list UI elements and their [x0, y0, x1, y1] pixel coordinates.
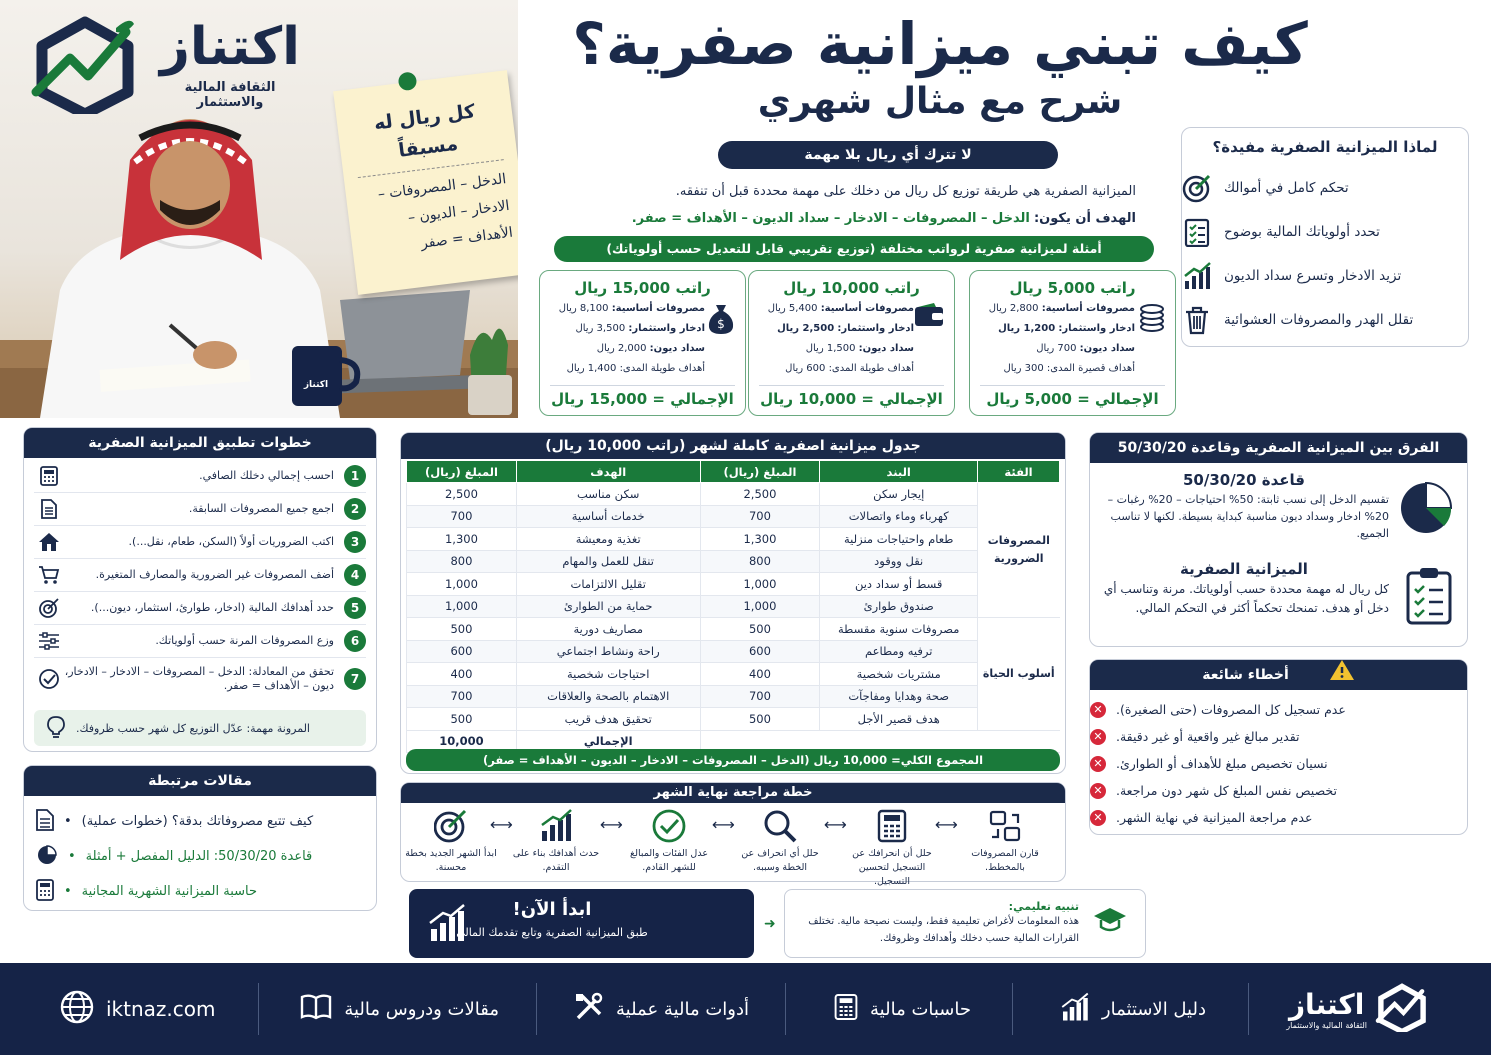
compare-title: الفرق بين الميزانية الصفرية وقاعدة 50/30/20	[1090, 433, 1467, 463]
svg-text:$: $	[717, 317, 725, 331]
footer-link[interactable]: حاسبات مالية	[834, 963, 971, 1055]
page-title: كيف تبني ميزانية صفرية؟	[572, 10, 1308, 78]
zero-title: الميزانية الصفرية	[1180, 560, 1308, 578]
growth-chart-icon	[1060, 992, 1090, 1027]
table-row	[407, 663, 1060, 686]
review-title: خطة مراجعة نهاية الشهر	[401, 783, 1065, 803]
notice-text: هذه المعلومات لأغراض تعليمية فقط، وليست نصيحة مالية. تختلف القرارات المالية حسب دخلك وأهدافك وظروفك.	[808, 916, 1079, 944]
table-cell: خدمات أساسية	[516, 505, 700, 528]
table-cell: 700	[407, 505, 517, 528]
related-title: مقالات مرتبطة	[24, 766, 376, 796]
document-icon	[36, 809, 54, 835]
related-card	[23, 765, 377, 911]
table-cell: 400	[700, 663, 820, 686]
table-cell: 500	[700, 618, 820, 641]
table-category: أسلوب الحياة	[978, 618, 1060, 731]
arrow-icon: ⟷	[935, 815, 958, 834]
table-cell: طعام واحتياجات منزلية	[820, 528, 978, 551]
review-step: ابدأ الشهر الجديد بخطة محسنة.	[401, 805, 501, 875]
salary-row: مصروفات أساسية: 8,100 ريال	[558, 303, 705, 314]
table-cell: 1,300	[407, 528, 517, 551]
table-footer-total: المجموع الكلي= 10,000 ريال (الدخل – المصروفات – الادخار – الديون – الأهداف = صفر)	[406, 749, 1060, 771]
footer-site-link[interactable]: iktnaz.com	[60, 963, 215, 1055]
table-cell: 800	[407, 550, 517, 573]
table-cell: تنقل للعمل والمهام	[516, 550, 700, 573]
intro-text: الميزانية الصفرية هي طريقة توزيع كل ريال من دخلك على مهمة محددة قبل أن تنفقه.	[675, 184, 1136, 199]
book-icon	[300, 994, 332, 1025]
brand-name: اكتناز	[160, 17, 300, 77]
table-cell: إيجار سكن	[820, 483, 978, 506]
footer-brand-name: اكتناز	[1288, 988, 1365, 1021]
table-cell: كهرباء وماء واتصالات	[820, 505, 978, 528]
brand-logo-mark	[1375, 982, 1429, 1037]
table-cell: هدف قصير الأجل	[820, 708, 978, 731]
salary-row: مصروفات أساسية: 2,800 ريال	[988, 303, 1135, 314]
footer-link[interactable]: دليل الاستثمار	[1060, 963, 1206, 1055]
table-cell: 2,500	[407, 483, 517, 506]
table-cell: 700	[700, 505, 820, 528]
table-cell: تقليل الالتزامات	[516, 573, 700, 596]
table-total-label: الإجمالي	[516, 730, 700, 753]
steps-title: خطوات تطبيق الميزانية الصفرية	[24, 428, 376, 458]
arrow-icon: ⟷	[824, 815, 847, 834]
table-cell: 400	[407, 663, 517, 686]
table-cell: 500	[700, 708, 820, 731]
mistake-item: عدم تسجيل كل المصروفات (حتى الصغيرة). ✕	[1090, 696, 1467, 723]
lightbulb-icon	[46, 715, 66, 742]
calculator-icon	[834, 992, 858, 1027]
tools-icon	[574, 992, 604, 1027]
table-cell: 1,000	[407, 595, 517, 618]
target-icon	[1182, 173, 1212, 203]
document-icon	[34, 499, 64, 519]
salary-row: ادخار واستثمار: 1,200 ريال	[998, 323, 1135, 334]
table-cell: صندوق طوارئ	[820, 595, 978, 618]
calculator-icon	[36, 879, 54, 905]
notice-box	[784, 889, 1146, 958]
salary-row: ادخار واستثمار: 2,500 ريال	[777, 323, 914, 334]
salary-row: سداد ديون: 2,000 ريال	[596, 343, 705, 354]
mistakes-header	[1090, 660, 1467, 690]
table-cell: تحقيق هدف قريب	[516, 708, 700, 731]
footer	[0, 963, 1491, 1055]
salary-row: أهداف قصيرة المدى: 300 ريال	[1003, 363, 1135, 374]
table-category: المصروفات الضرورية	[978, 483, 1060, 618]
steps-card	[23, 427, 377, 752]
review-step: حلل أي انحراف عن الخطة وسببه.	[730, 805, 830, 875]
step-item: 5 حدد أهدافك المالية (ادخار، طوارئ، استثمار، ديون...).	[34, 592, 366, 625]
salary-title: راتب 5,000 ريال	[1009, 279, 1136, 297]
target-icon	[401, 805, 501, 847]
footer-link[interactable]: أدوات مالية عملية	[574, 963, 749, 1055]
salary-total: الإجمالي = 15,000 ريال	[550, 385, 735, 408]
table-cell: مشتريات شخصية	[820, 663, 978, 686]
footer-link[interactable]: مقالات ودروس مالية	[300, 963, 499, 1055]
salary-row: سداد ديون: 700 ريال	[1036, 343, 1135, 354]
table-cell: نقل ووقود	[820, 550, 978, 573]
salary-title: راتب 15,000 ريال	[574, 279, 711, 297]
check-circle-icon	[34, 668, 64, 690]
table-row	[407, 618, 1060, 641]
table-cell: مصروفات سنوية مقسطة	[820, 618, 978, 641]
table-cell: قسط أو سداد دين	[820, 573, 978, 596]
why-item: تقلل الهدر والمصروفات العشوائية	[1182, 298, 1468, 342]
arrow-icon: ⟷	[712, 815, 735, 834]
arrow-icon: ⟷	[490, 815, 513, 834]
why-item: تزيد الادخار وتسرع سداد الديون	[1182, 254, 1468, 298]
checklist-icon	[1182, 217, 1212, 247]
step-item: 6 وزع المصروفات المرنة حسب أولوياتك.	[34, 625, 366, 658]
mistake-item: تخصيص نفس المبلغ كل شهر دون مراجعة. ✕	[1090, 777, 1467, 804]
step-item: 3 اكتب الضروريات أولاً (السكن، طعام، نقل...).	[34, 526, 366, 559]
x-icon: ✕	[1090, 729, 1106, 745]
note-title: كل ريال له مسبقاً	[372, 100, 477, 162]
compare-icon	[955, 805, 1055, 847]
growth-chart-icon	[506, 805, 606, 847]
coins-icon	[1139, 303, 1165, 337]
table-cell: 1,000	[407, 573, 517, 596]
table-row	[407, 483, 1060, 506]
salary-total: الإجمالي = 10,000 ريال	[759, 385, 944, 408]
checklist-icon	[1405, 567, 1453, 629]
sticky-note	[333, 70, 518, 295]
compare-card	[1089, 432, 1468, 647]
table-cell: سكن مناسب	[516, 483, 700, 506]
table-cell: 2,500	[700, 483, 820, 506]
table-row	[407, 528, 1060, 551]
graduation-cap-icon	[1093, 906, 1127, 938]
globe-icon	[60, 990, 94, 1029]
table-row	[407, 685, 1060, 708]
table-row	[407, 595, 1060, 618]
examples-pill: أمثلة لميزانية صفرية لرواتب مختلفة (توزيع تقريبي قابل للتعديل حسب أولوياتك)	[554, 236, 1154, 262]
table-header-row: الفئة البند المبلغ (ريال) الهدف المبلغ (ريال)	[407, 461, 1060, 483]
tagline-pill: لا تترك أي ريال بلا مهمة	[718, 141, 1058, 169]
table-cell: صحة وهدايا ومفاجآت	[820, 685, 978, 708]
page-subtitle: شرح مع مثال شهري	[757, 81, 1123, 122]
why-card	[1181, 127, 1469, 347]
zero-text: كل ريال له مهمة محددة حسب أولوياتك. مرنة وتناسب أي دخل أو هدف. تمنحك تحكماً أكثر في التحكم المالي.	[1103, 582, 1389, 615]
salary-card-5000	[969, 270, 1176, 416]
sliders-icon	[34, 631, 64, 651]
tip-text: المرونة مهمة: عدّل التوزيع كل شهر حسب ظروفك.	[76, 721, 310, 735]
rule-text: تقسيم الدخل إلى نسب ثابتة: 50% احتياجات – 20% رغبات – 20% ادخار وسداد ديون مناسبة كبداية بسيطة. لكنها لا تناسب الجميع.	[1107, 493, 1389, 540]
pin-icon	[397, 71, 417, 91]
arrow-icon: ➜	[764, 916, 776, 932]
salary-title: راتب 10,000 ريال	[783, 279, 920, 297]
related-link[interactable]: قاعدة 50/30/20: الدليل المفصل + أمثلة •	[36, 839, 364, 874]
table-cell: 700	[407, 685, 517, 708]
mistake-item: نسيان تخصيص مبلغ للأهداف أو الطوارئ. ✕	[1090, 750, 1467, 777]
why-item: تحكم كامل في أموالك	[1182, 166, 1468, 210]
review-step: عدل الفئات والمبالغ للشهر القادم.	[619, 805, 719, 875]
table-cell: حماية من الطوارئ	[516, 595, 700, 618]
target-icon	[34, 597, 64, 619]
x-icon: ✕	[1090, 783, 1106, 799]
home-icon	[34, 532, 64, 552]
wallet-icon	[914, 303, 944, 331]
step-item: 1 احسب إجمالي دخلك الصافي.	[34, 460, 366, 493]
table-cell: تغذية ومعيشة	[516, 528, 700, 551]
salary-row: أهداف طويلة المدى: 1,400 ريال	[566, 363, 705, 374]
rule-title: قاعدة 50/30/20	[1182, 471, 1306, 489]
salary-row: ادخار واستثمار: 3,500 ريال	[575, 323, 705, 334]
table-cell: راحة ونشاط اجتماعي	[516, 640, 700, 663]
calculator-icon	[34, 466, 64, 486]
note-equation: الدخل – المصروفات – الادخار – الديون – الأهداف = صفر	[358, 159, 515, 264]
check-circle-icon	[619, 805, 719, 847]
table-cell: ترفيه ومطاعم	[820, 640, 978, 663]
table-cell: 600	[407, 640, 517, 663]
why-title: لماذا الميزانية الصفرية مفيدة؟	[1212, 138, 1438, 156]
related-link[interactable]: كيف تتبع مصروفاتك بدقة؟ (خطوات عملية) •	[36, 804, 364, 839]
calculator-icon	[842, 805, 942, 847]
table-cell: 600	[700, 640, 820, 663]
pie-chart-icon	[1399, 481, 1453, 539]
x-icon: ✕	[1090, 756, 1106, 772]
mistake-item: عدم مراجعة الميزانية في نهاية الشهر. ✕	[1090, 804, 1467, 831]
table-row	[407, 573, 1060, 596]
cta-text: طبق الميزانية الصفرية وتابع تقدمك المالي	[456, 926, 648, 939]
x-icon: ✕	[1090, 702, 1106, 718]
table-cell: 500	[407, 708, 517, 731]
table-cell: 1,300	[700, 528, 820, 551]
hero-illustration	[0, 0, 518, 418]
intro-goal: الهدف أن يكون: الدخل – المصروفات – الادخار – سداد الديون – الأهداف = صفر.	[631, 211, 1136, 226]
cart-icon	[34, 565, 64, 585]
step-item: 7 تحقق من المعادلة: الدخل – المصروفات – الادخار – الادخار، ديون – الأهداف = صفر.	[34, 658, 366, 700]
pie-chart-icon	[36, 844, 58, 870]
step-item: 2 اجمع جميع المصروفات السابقة.	[34, 493, 366, 526]
salary-total: الإجمالي = 5,000 ريال	[980, 385, 1165, 408]
magnifier-icon	[730, 805, 830, 847]
table-cell: مصاريف دورية	[516, 618, 700, 641]
salary-card-15000	[539, 270, 746, 416]
x-icon: ✕	[1090, 810, 1106, 826]
table-cell: 1,000	[700, 595, 820, 618]
growth-chart-icon	[1182, 261, 1212, 291]
review-step: حلل أن انحرافك عن التسجيل لتحسين التسجيل.	[842, 805, 942, 889]
warning-icon	[1329, 659, 1355, 692]
step-item: 4 أضف المصروفات غير الضرورية والمصارف المتغيرة.	[34, 559, 366, 592]
arrow-icon: ⟷	[600, 815, 623, 834]
salary-card-10000	[748, 270, 955, 416]
trash-icon	[1182, 305, 1212, 335]
cta-button[interactable]	[409, 889, 754, 958]
table-row	[407, 550, 1060, 573]
mistakes-title: أخطاء شائعة	[1202, 667, 1289, 683]
mistakes-card	[1089, 659, 1468, 835]
table-cell: الاهتمام بالصحة والعلاقات	[516, 685, 700, 708]
table-cell: 500	[407, 618, 517, 641]
cta-title: ابدأ الآن!	[512, 899, 592, 920]
table-row	[407, 640, 1060, 663]
budget-table	[406, 460, 1060, 753]
table-cell: 1,000	[700, 573, 820, 596]
salary-row: مصروفات أساسية: 5,400 ريال	[767, 303, 914, 314]
money-bag-icon	[707, 303, 735, 339]
related-link[interactable]: حاسبة الميزانية الشهرية المجانية •	[36, 874, 364, 909]
table-title: جدول ميزانية اصفرية كاملة لشهر (راتب 10,000 ريال)	[401, 433, 1065, 459]
footer-brand-tagline: الثقافة المالية والاستثمار	[1286, 1021, 1367, 1030]
tip-box	[34, 710, 366, 746]
mistake-item: تقدير مبالغ غير واقعية أو غير دقيقة. ✕	[1090, 723, 1467, 750]
mug-logo-text: اكتناز	[303, 380, 329, 390]
brand-tagline: الثقافة المالية والاستثمار	[184, 80, 276, 110]
notice-title: تنبيه تعليمي:	[1008, 900, 1079, 913]
table-cell: احتياجات شخصية	[516, 663, 700, 686]
table-cell: 800	[700, 550, 820, 573]
footer-brand	[1286, 963, 1429, 1055]
table-row	[407, 505, 1060, 528]
salary-row: سداد ديون: 1,500 ريال	[805, 343, 914, 354]
review-step: قارن المصروفات بالمخطط.	[955, 805, 1055, 875]
table-row	[407, 708, 1060, 731]
table-cell: 700	[700, 685, 820, 708]
why-item: تحدد أولوياتك المالية بوضوح	[1182, 210, 1468, 254]
salary-row: أهداف طويلة المدى: 600 ريال	[785, 363, 914, 374]
table-total-value: 10,000	[407, 730, 517, 753]
review-step: حدث أهدافك بناء على التقدم.	[506, 805, 606, 875]
